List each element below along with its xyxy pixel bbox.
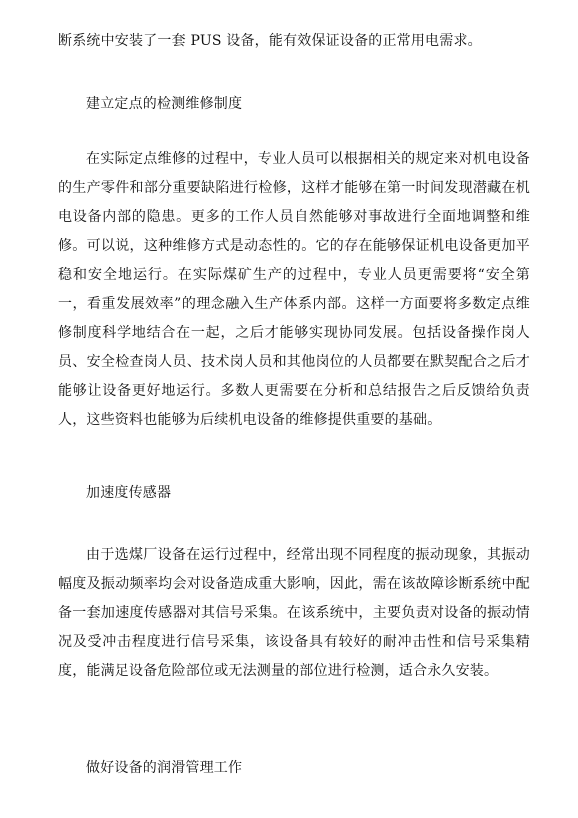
paragraph-acceleration-sensor: 由于选煤厂设备在运行过程中，经常出现不同程度的振动现象，其振动幅度及振动频率均会对设备造成重大影响，因此，需在该故障诊断系统中配备一套加速度传感器对其信号采集。在该系统中，主要负责对设备的振动情况及受冲击程度进行信号采集，该设备具有较好的耐冲击性和信号采集精度，能满足设备危险部位或无法测量的部位进行检测，适合永久安装。	[58, 547, 530, 679]
section-heading-lubrication-management: 做好设备的润滑管理工作	[86, 760, 243, 776]
paragraph-inspection-maintenance: 在实际定点维修的过程中，专业人员可以根据相关的规定来对机电设备的生产零件和部分重要缺陷进行检修，这样才能够在第一时间发现潜藏在机电设备内部的隐患。更多的工作人员自然能够对事故进行全面地调整和维修。可以说，这种维修方式是动态性的。它的存在能够保证机电设备更加平稳和安全地运行。在实际煤矿生产的过程中，专业人员更需要将“安全第一，看重发展效率”的理念融入生产体系内部。这样一方面要将多数定点维修制度科学地结合在一起，之后才能够实现协同发展。包括设备操作岗人员、安全检查岗人员、技术岗人员和其他岗位的人员都要在默契配合之后才能够让设备更好地运行。多数人更需要在分析和总结报告之后反馈给负责人，这些资料也能够为后续机电设备的维修提供重要的基础。	[58, 151, 530, 428]
section-heading-inspection-maintenance: 建立定点的检测维修制度	[86, 96, 243, 112]
section-heading-acceleration-sensor: 加速度传感器	[86, 485, 172, 501]
paragraph-fragment-top: 断系统中安装了一套 PUS 设备，能有效保证设备的正常用电需求。	[58, 33, 482, 49]
